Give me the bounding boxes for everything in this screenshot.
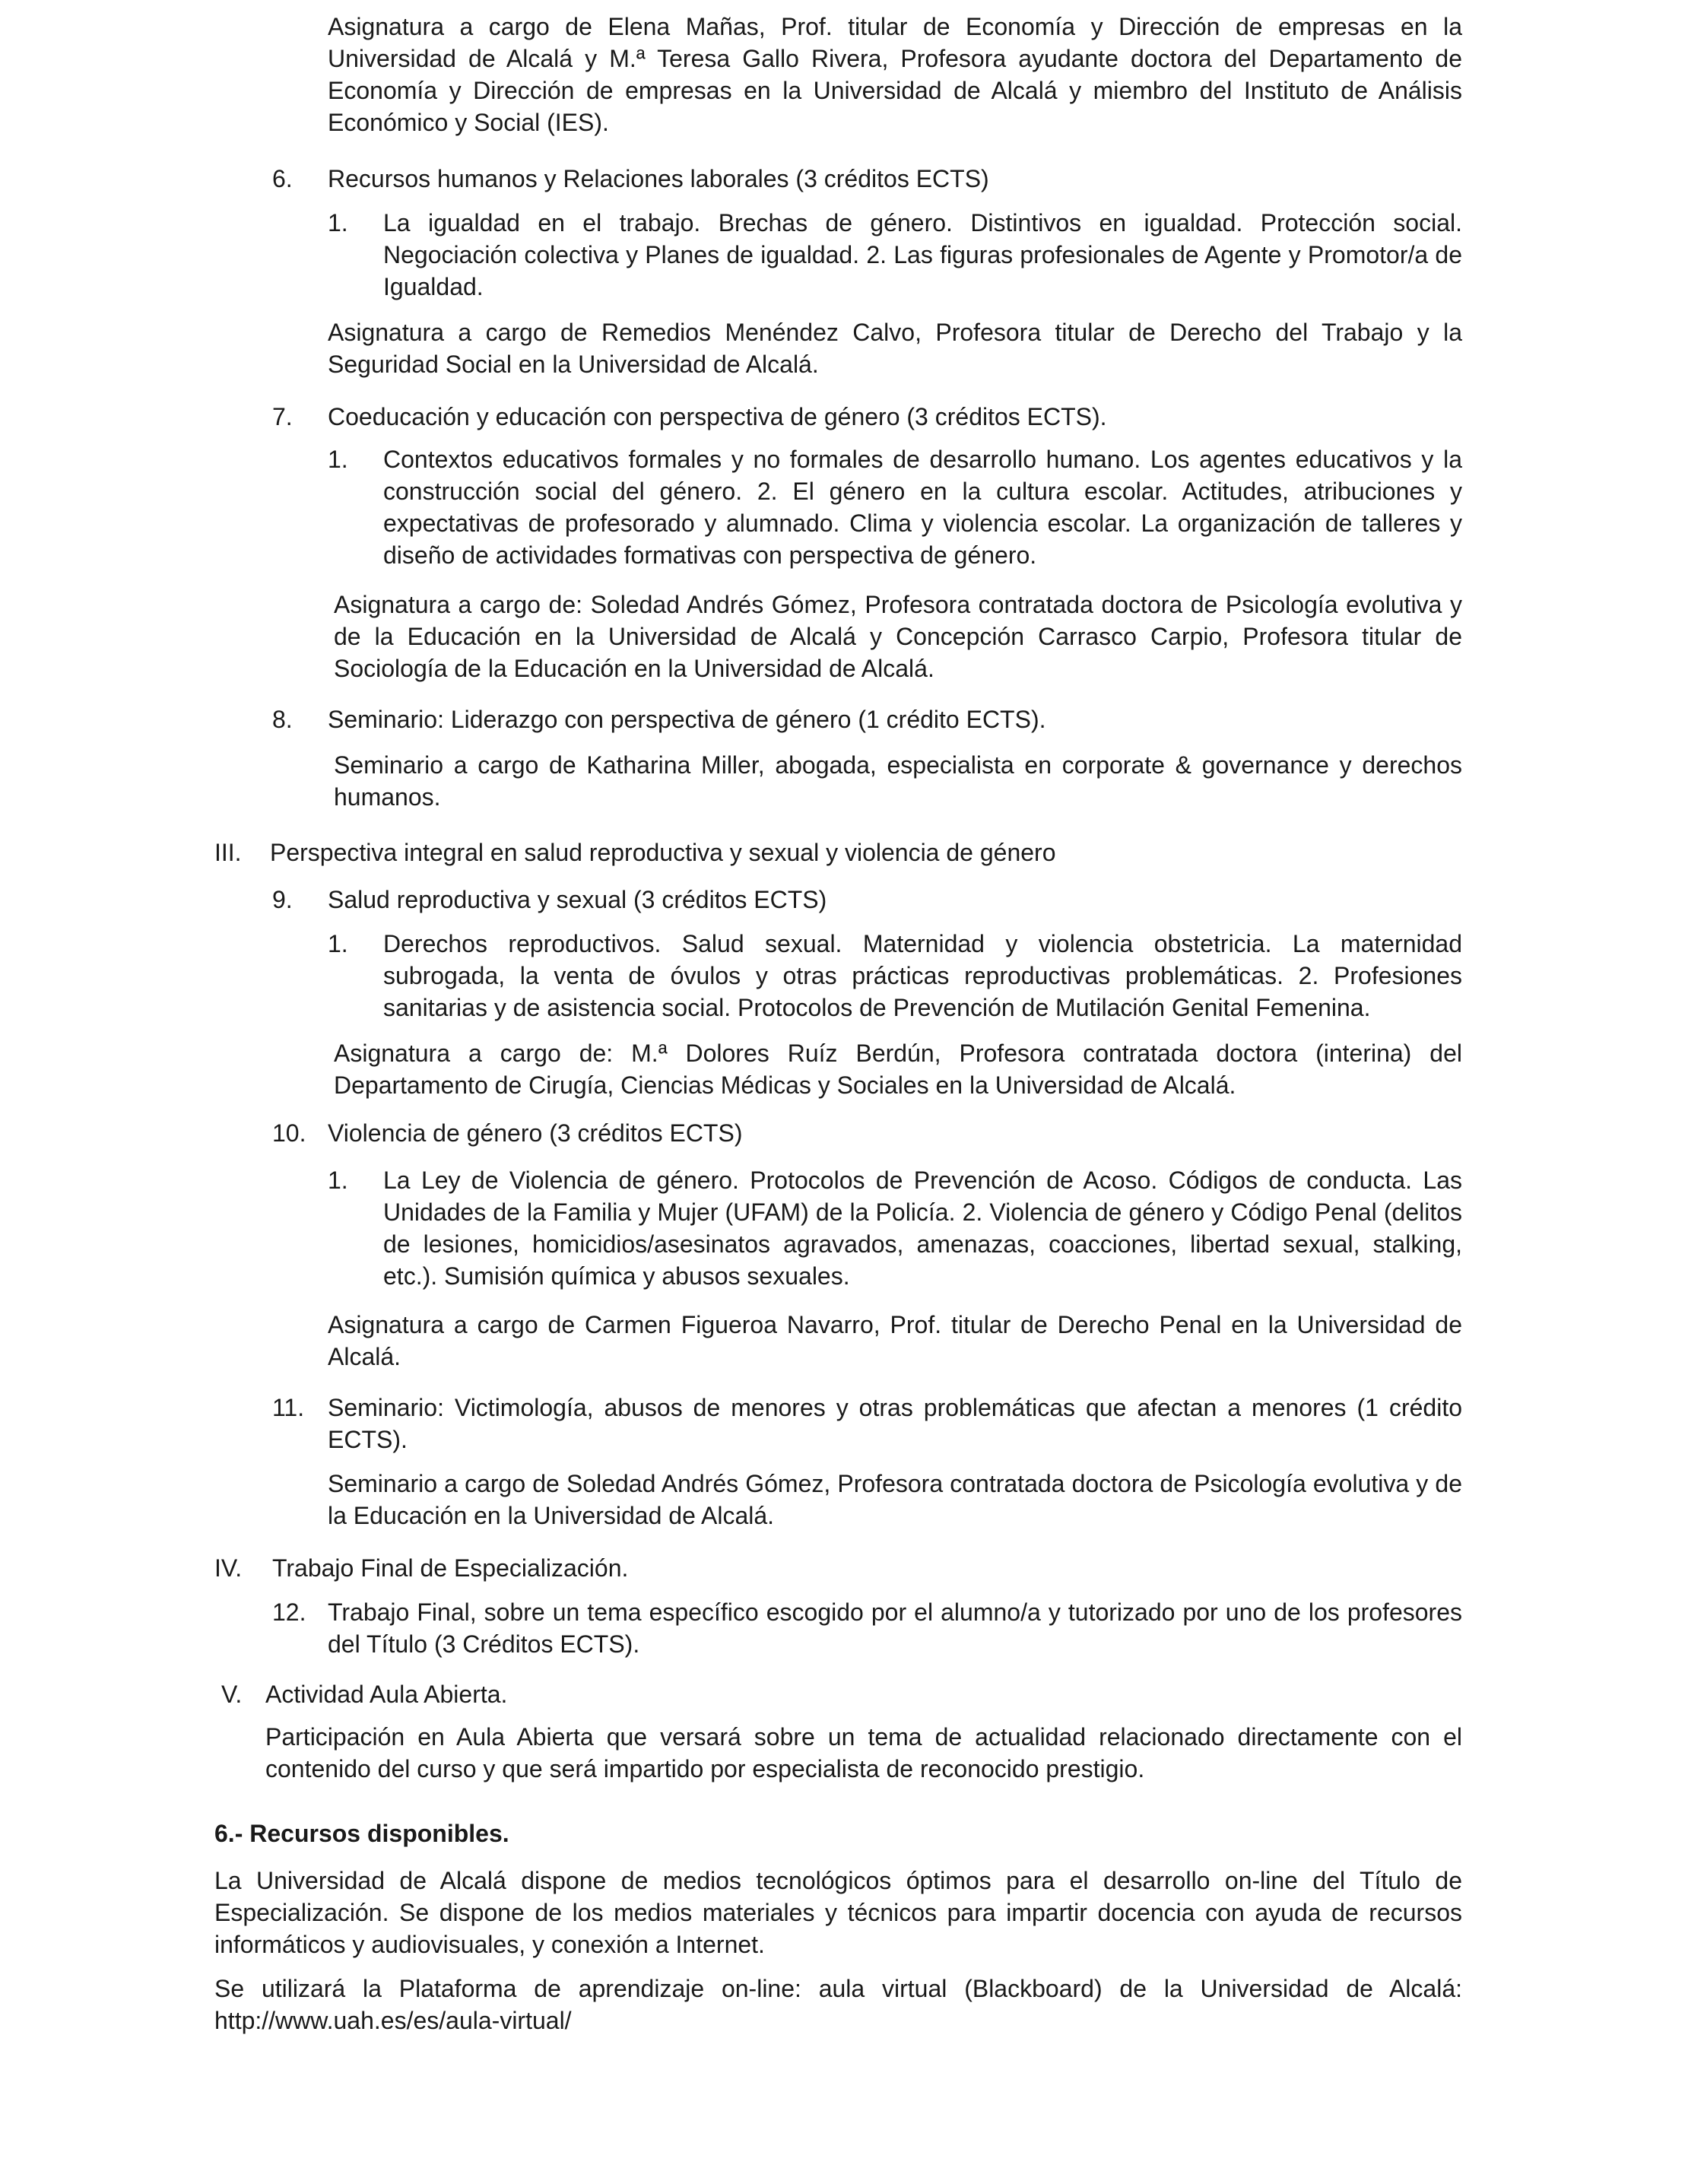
platform-block xyxy=(214,1973,1462,2036)
section-title: Actividad Aula Abierta. xyxy=(265,1681,508,1708)
resources-block xyxy=(214,1865,1462,1960)
item-title: Seminario: Victimología, abusos de menores y otras problemáticas que afectan a menores (1 crédito ECTS). xyxy=(328,1394,1462,1453)
sub-item xyxy=(328,1164,1462,1292)
section-5-body xyxy=(265,1721,1462,1785)
item-number: 12. xyxy=(272,1598,306,1626)
instructors-paragraph: Seminario a cargo de Soledad Andrés Gómez, Profesora contratada doctora de Psicología evolutiva y de la Educación en la Universidad de Alcalá. xyxy=(328,1470,1462,1529)
sub-item-text: La igualdad en el trabajo. Brechas de género. Distintivos en igualdad. Protección social. Negociación colectiva y Planes de igualdad. 2. Las figuras profesionales de Agente y Promotor/a de Igualdad. xyxy=(383,209,1462,300)
instructors-block xyxy=(328,316,1462,380)
section-3 xyxy=(214,836,1462,868)
section-number: IV. xyxy=(214,1554,243,1582)
section-paragraph: Participación en Aula Abierta que versará sobre un tema de actualidad relacionado directamente con el contenido del curso y que será impartido por especialista de reconocido prestigio. xyxy=(265,1723,1462,1782)
instructors-block xyxy=(328,11,1462,138)
instructors-block xyxy=(334,749,1462,813)
section-title: Trabajo Final de Especialización. xyxy=(272,1554,629,1582)
item-8 xyxy=(272,703,1462,735)
item-number: 11. xyxy=(272,1394,305,1421)
item-number: 10. xyxy=(272,1119,306,1147)
sub-number: 1. xyxy=(328,209,348,236)
item-10 xyxy=(272,1117,1462,1149)
sub-number: 1. xyxy=(328,1167,348,1194)
section-title: Perspectiva integral en salud reproductiva y sexual y violencia de género xyxy=(270,839,1056,866)
item-number: 7. xyxy=(272,403,293,430)
item-title: Trabajo Final, sobre un tema específico escogido por el alumno/a y tutorizado por uno de los profesores del Título (3 Créditos ECTS). xyxy=(328,1598,1462,1658)
item-title: Recursos humanos y Relaciones laborales (3 créditos ECTS) xyxy=(328,165,989,192)
resources-paragraph: La Universidad de Alcalá dispone de medios tecnológicos óptimos para el desarrollo on-line del Título de Especialización. Se dispone de los medios materiales y técnicos para impartir docencia con ayuda de recursos informáticos y audiovisuales, y conexión a Internet. xyxy=(214,1867,1462,1958)
instructors-block xyxy=(334,589,1462,684)
sub-item-text: Contextos educativos formales y no formales de desarrollo humano. Los agentes educativos y la construcción social del género. 2. El género en la cultura escolar. Actitudes, atribuciones y expectativas de profesorado y alumnado. Clima y violencia escolar. La organización de talleres y diseño de actividades formativas con perspectiva de género. xyxy=(383,446,1462,569)
section-heading: 6.- Recursos disponibles. xyxy=(214,1820,509,1847)
item-title: Salud reproductiva y sexual (3 créditos ECTS) xyxy=(328,886,827,913)
item-11 xyxy=(272,1392,1462,1455)
instructors-paragraph: Asignatura a cargo de Elena Mañas, Prof. titular de Economía y Dirección de empresas en la Universidad de Alcalá y M.ª Teresa Gallo Rivera, Profesora ayudante doctora del Departamento de Economía y Dirección de empresas en la Universidad de Alcalá y miembro del Instituto de Análisis Económico y Social (IES). xyxy=(328,13,1462,136)
section-4 xyxy=(214,1552,1462,1584)
instructors-paragraph: Asignatura a cargo de Remedios Menéndez Calvo, Profesora titular de Derecho del Trabajo y la Seguridad Social en la Universidad de Alcalá. xyxy=(328,319,1462,378)
instructors-block xyxy=(334,1037,1462,1101)
instructors-paragraph: Seminario a cargo de Katharina Miller, abogada, especialista en corporate & governance y derechos humanos. xyxy=(334,751,1462,811)
sub-number: 1. xyxy=(328,446,348,473)
resources-heading-block xyxy=(214,1817,1462,1849)
item-title: Coeducación y educación con perspectiva de género (3 créditos ECTS). xyxy=(328,403,1107,430)
instructors-paragraph: Asignatura a cargo de Carmen Figueroa Navarro, Prof. titular de Derecho Penal en la Universidad de Alcalá. xyxy=(328,1311,1462,1370)
item-6 xyxy=(272,163,1462,195)
item-title: Seminario: Liderazgo con perspectiva de género (1 crédito ECTS). xyxy=(328,706,1046,733)
item-number: 6. xyxy=(272,165,293,192)
instructors-block xyxy=(328,1468,1462,1532)
sub-item xyxy=(328,928,1462,1024)
sub-item xyxy=(328,443,1462,571)
sub-item xyxy=(328,207,1462,303)
sub-item-text: Derechos reproductivos. Salud sexual. Maternidad y violencia obstetricia. La maternidad subrogada, la venta de óvulos y otras prácticas reproductivas problemáticas. 2. Profesiones sanitarias y de asistencia social. Protocolos de Prevención de Mutilación Genital Femenina. xyxy=(383,930,1462,1021)
item-title: Violencia de género (3 créditos ECTS) xyxy=(328,1119,743,1147)
item-number: 8. xyxy=(272,706,293,733)
section-5 xyxy=(221,1678,1462,1710)
instructors-paragraph: Asignatura a cargo de: M.ª Dolores Ruíz Berdún, Profesora contratada doctora (interina) del Departamento de Cirugía, Ciencias Médicas y Sociales en la Universidad de Alcalá. xyxy=(334,1040,1462,1099)
item-12 xyxy=(272,1596,1462,1660)
section-number: III. xyxy=(214,839,242,866)
item-7 xyxy=(272,401,1462,433)
platform-paragraph: Se utilizará la Plataforma de aprendizaje on-line: aula virtual (Blackboard) de la Universidad de Alcalá: http://www.uah.es/es/aula-virtual/ xyxy=(214,1975,1462,2034)
item-number: 9. xyxy=(272,886,293,913)
instructors-paragraph: Asignatura a cargo de: Soledad Andrés Gómez, Profesora contratada doctora de Psicología evolutiva y de la Educación en la Universidad de Alcalá y Concepción Carrasco Carpio, Profesora titular de Sociología de la Educación en la Universidad de Alcalá. xyxy=(334,591,1462,682)
section-number: V. xyxy=(221,1681,243,1708)
sub-item-text: La Ley de Violencia de género. Protocolos de Prevención de Acoso. Códigos de conducta. Las Unidades de la Familia y Mujer (UFAM) de la Policía. 2. Violencia de género y Código Penal (delitos de lesiones, homicidios/asesinatos agravados, amenazas, coacciones, libertad sexual, stalking, etc.). Sumisión química y abusos sexuales. xyxy=(383,1167,1462,1290)
sub-number: 1. xyxy=(328,930,348,957)
instructors-block xyxy=(328,1309,1462,1373)
item-9 xyxy=(272,884,1462,916)
